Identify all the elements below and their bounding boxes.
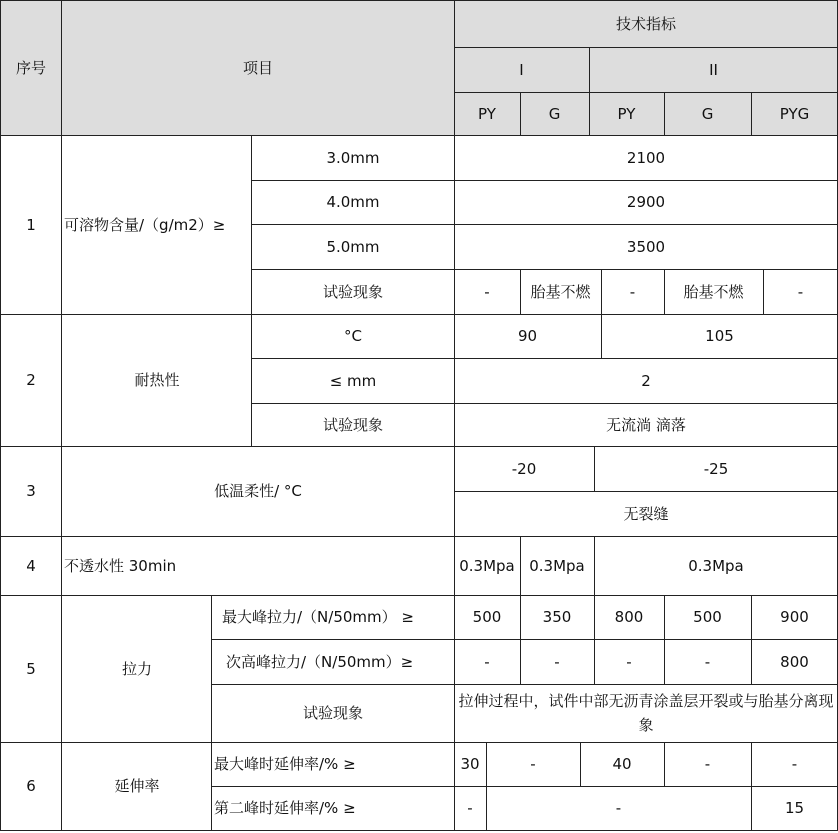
row3-label: 低温柔性/ °C: [214, 482, 302, 500]
row1-obs-py-i: -: [484, 282, 490, 301]
grid-line: [601, 269, 602, 358]
row3-value-ii: -25: [703, 459, 729, 478]
header-g-i: G: [520, 92, 589, 136]
row5-sec-pyg: 800: [780, 652, 809, 671]
grid-line: [594, 446, 595, 491]
grid-line: [0, 0, 1, 831]
grid-line: [664, 742, 665, 786]
row1-thick-40: 4.0mm: [326, 193, 380, 211]
grid-line: [520, 595, 521, 684]
header-item: 项目: [62, 0, 454, 136]
header-grade-ii: II: [589, 47, 838, 92]
row3-no: 3: [26, 482, 36, 500]
grid-line: [763, 269, 764, 314]
grid-line: [212, 684, 838, 685]
header-py-i: PY: [454, 92, 520, 136]
row4-no: 4: [26, 556, 36, 575]
header-grade-i: I: [454, 47, 589, 92]
row3-obs: 无裂缝: [623, 504, 669, 523]
row6-max-label: 最大峰时延伸率/% ≥: [214, 755, 356, 773]
grid-line: [211, 595, 212, 831]
row2-obs: 无流淌 滴落: [606, 415, 686, 434]
grid-line: [252, 358, 838, 359]
row6-max-py-i: 30: [460, 755, 480, 773]
row6-max-py-ii: 40: [612, 755, 632, 773]
grid-line: [252, 403, 838, 404]
row1-no: 1: [26, 216, 36, 234]
row2-value-ii: 105: [705, 327, 734, 345]
grid-line: [580, 742, 581, 786]
row1-label: 可溶物含量/（g/m2）≥: [64, 216, 226, 234]
grid-line: [252, 269, 838, 270]
grid-line: [212, 786, 838, 787]
row5-obs: 拉伸过程中，试件中部无沥青涂盖层开裂或与胎基分离现象: [458, 692, 834, 734]
header-py-ii: PY: [589, 92, 664, 136]
row2-no: 2: [26, 371, 36, 389]
grid-line: [594, 536, 595, 684]
row6-label: 延伸率: [114, 777, 160, 795]
row4-value-1: 0.3Mpa: [459, 556, 515, 575]
row6-max-pyg: -: [791, 755, 798, 773]
row1-thick-30: 3.0mm: [326, 149, 380, 167]
row1-thick-50: 5.0mm: [326, 237, 380, 256]
row5-max-py-i: 500: [472, 608, 502, 626]
grid-line: [61, 0, 62, 831]
grid-line: [751, 595, 752, 684]
row2-unit-mm: ≤ mm: [329, 371, 377, 390]
row5-test-label: 试验现象: [302, 704, 363, 722]
grid-line: [664, 92, 665, 136]
row2-value-i: 90: [517, 327, 538, 345]
row2-test-label: 试验现象: [322, 415, 383, 434]
grid-line: [252, 180, 838, 181]
row5-sec-g-i: -: [554, 652, 560, 671]
row6-no: 6: [26, 777, 36, 795]
grid-line: [0, 135, 838, 136]
grid-line: [0, 0, 838, 1]
row5-max-pyg: 900: [780, 608, 809, 626]
row5-max-label: 最大峰拉力/（N/50mm） ≥: [222, 608, 414, 626]
header-tech: 技术指标: [454, 0, 838, 47]
row3-value-i: -20: [511, 459, 537, 478]
row1-obs-py-ii: -: [629, 282, 636, 301]
row5-sec-py-ii: -: [626, 652, 632, 671]
row1-value-50: 3500: [626, 237, 666, 256]
grid-line: [0, 536, 838, 537]
row6-sec-label: 第二峰时延伸率/% ≥: [214, 799, 356, 817]
row4-label: 不透水性 30min: [64, 556, 177, 575]
row1-obs-g-i: 胎基不燃: [530, 282, 591, 301]
grid-line: [664, 269, 665, 314]
grid-line: [454, 47, 838, 48]
row2-unit-c: °C: [344, 327, 362, 345]
row6-max-g-i: -: [530, 755, 536, 773]
row6-max-g-ii: -: [704, 755, 711, 773]
row2-label: 耐热性: [134, 371, 180, 389]
grid-line: [454, 92, 838, 93]
row1-obs-pyg: -: [797, 282, 804, 301]
grid-line: [589, 47, 590, 136]
grid-line: [0, 446, 838, 447]
row5-sec-py-i: -: [484, 652, 490, 671]
grid-line: [520, 269, 521, 314]
row5-max-g-ii: 500: [693, 608, 722, 626]
row5-max-g-i: 350: [542, 608, 572, 626]
row1-test-label: 试验现象: [322, 282, 383, 301]
row5-sec-g-ii: -: [704, 652, 711, 671]
row4-value-3: 0.3Mpa: [688, 556, 744, 575]
grid-line: [751, 742, 752, 831]
grid-line: [454, 0, 455, 831]
grid-line: [520, 92, 521, 136]
header-seq: 序号: [0, 0, 62, 136]
row5-max-py-ii: 800: [614, 608, 644, 626]
row5-no: 5: [26, 659, 36, 678]
row4-value-2: 0.3Mpa: [529, 556, 585, 575]
row1-value-30: 2100: [626, 149, 666, 167]
row5-label: 拉力: [121, 659, 152, 678]
grid-line: [751, 92, 752, 136]
row2-value-mm: 2: [641, 371, 651, 390]
grid-line: [212, 639, 838, 640]
grid-line: [0, 314, 838, 315]
grid-line: [0, 595, 838, 596]
row6-sec-pyg: 15: [784, 799, 805, 817]
grid-line: [664, 595, 665, 684]
grid-line: [252, 224, 838, 225]
row6-sec-ii: -: [615, 799, 622, 817]
header-pyg-ii: PYG: [751, 92, 838, 136]
grid-line: [251, 136, 252, 446]
row6-sec-i: -: [467, 799, 473, 817]
grid-line: [0, 830, 838, 831]
grid-line: [486, 742, 487, 831]
header-g-ii: G: [664, 92, 751, 136]
row1-value-40: 2900: [626, 193, 666, 211]
row1-obs-g-ii: 胎基不燃: [683, 282, 744, 301]
grid-line: [454, 491, 838, 492]
grid-line: [0, 742, 838, 743]
grid-line: [520, 536, 521, 595]
row5-sec-label: 次高峰拉力/（N/50mm）≥: [226, 652, 414, 671]
